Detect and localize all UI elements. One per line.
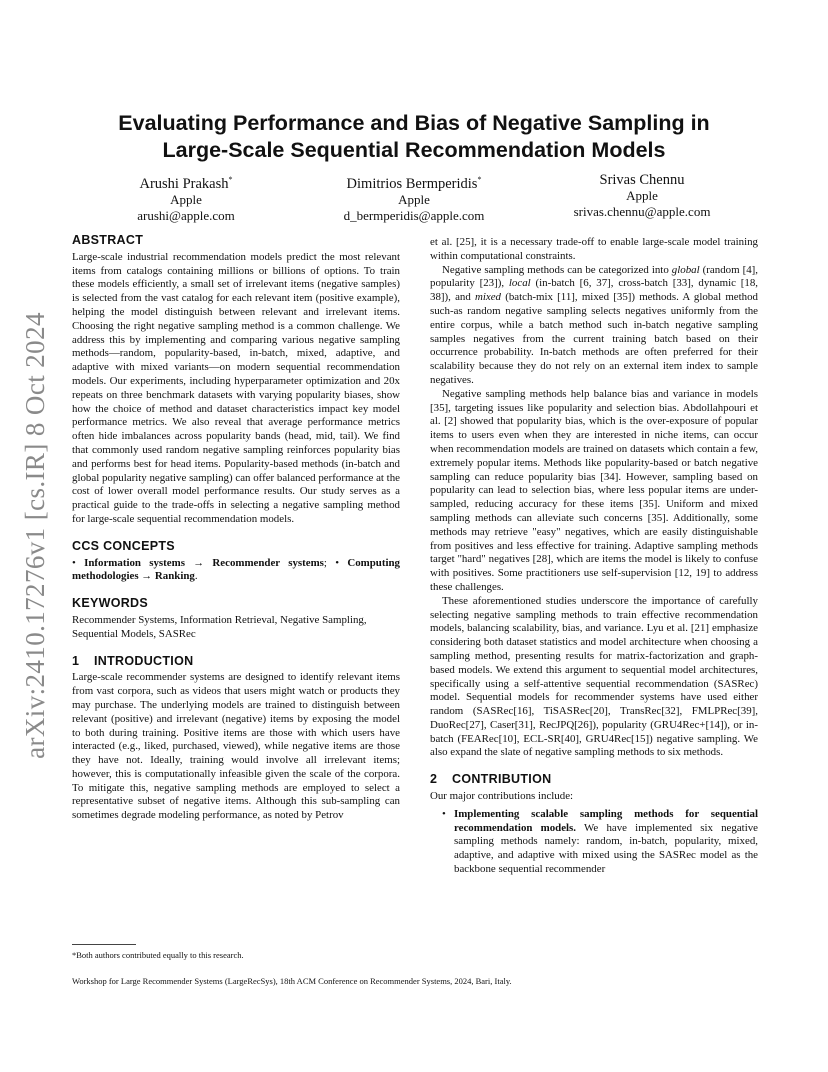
abstract-heading: ABSTRACT <box>72 233 144 247</box>
right-column <box>430 236 758 877</box>
author-name: Arushi Prakash <box>139 175 229 192</box>
author-block <box>72 172 756 224</box>
list-item: • Implementing scalable sampling methods for sequential recommendation models. We have implemented six negative sampling methods namely: random, in-batch, popularity, mixed, adaptive, and adaptive with mixed using the SASRec model as the backbone sequential recommender <box>454 808 758 877</box>
intro-paragraph-1: Large-scale recommender systems are designed to identify relevant items from vast corpora, such as videos that users might watch or products they may purchase. The underlying models are trained to distinguish between relevant (positive) and irrelevant (negative) items by exposing the model to both during training. Positive items are those with which users have interacted (e.g., liked, purchased, viewed), while negative items are those they have not. Ideally, training would involve all irrelevant items; however, this is computationally infeasible given the scale of the corpora. To mitigate this, negative sampling methods are employed to select a representative subset of negative items. Although this sub-sampling can sometimes degrade modeling performance, as noted by Petrov <box>72 671 400 822</box>
ccs-heading: CCS CONCEPTS <box>72 538 175 553</box>
equal-contribution-mark: * <box>228 175 233 184</box>
author-affiliation: Apple <box>398 191 430 207</box>
left-column <box>72 234 400 823</box>
author-email: d_bermperidis@apple.com <box>343 207 485 223</box>
equal-contribution-mark: * <box>477 175 482 184</box>
author-email: arushi@apple.com <box>137 207 235 223</box>
author-affiliation: Apple <box>170 191 202 207</box>
page-footer: Workshop for Large Recommender Systems (LargeRecSys), 18th ACM Conference on Recommender Systems, 2024, Bari, Italy. <box>72 976 512 986</box>
paper-title <box>80 110 748 164</box>
author-name: Srivas Chennu <box>599 172 685 188</box>
author-3 <box>528 172 756 224</box>
footnote-divider <box>72 944 136 945</box>
intro-heading: 1 INTRODUCTION <box>72 653 194 668</box>
intro-paragraph-1-continued: et al. [25], it is a necessary trade-off to enable large-scale model training within computational constraints. <box>430 236 758 262</box>
title-line-2: Large-Scale Sequential Recommendation Models <box>162 138 666 162</box>
ccs-text: • Information systems → Recommender systems; • Computing methodologies → Ranking. <box>72 556 400 583</box>
author-affiliation: Apple <box>626 188 658 203</box>
author-2 <box>300 172 528 224</box>
arxiv-stamp <box>4 300 66 770</box>
author-name: Dimitrios Bermperidis <box>346 175 478 192</box>
keywords-text: Recommender Systems, Information Retrieval, Negative Sampling, Sequential Models, SASRec <box>72 613 367 640</box>
contribution-heading: 2 CONTRIBUTION <box>430 772 552 787</box>
author-1 <box>72 172 300 224</box>
intro-paragraph-4: These aforementioned studies underscore the importance of carefully selecting negative sampling methods to train effective recommendation models, balancing scalability, bias, and variance. Lyu et al. [21] emphasize considering both dataset statistics and model architecture when choosing a sampling method, presenting results for matrix-factorization and graph-based models. We extend this argument to sequential model architectures, specifically using a self-attentive sequential recommendation (SASRec) model. Sequential models for recommender systems have used either random (SASRec[16], TiSASRec[20], TransRec[32], FMLPRec[39], DuoRec[27], Caser[31], RecJPQ[26]), popularity (GRU4Rec+[14]), or in-batch (FEARec[10], ECL-SR[40], GRU4Rec[15]) negative sampling. We also expand the slate of negative sampling methods to six methods. <box>430 594 758 759</box>
abstract-text: Large-scale industrial recommendation models predict the most relevant items from catalogs containing millions or billions of options. To train these models efficiently, a small set of irrelevant items (negative samples) is selected from the vast catalog for each relevant item (positive example), helping the model distinguish between relevant and irrelevant items. Choosing the right negative sampling method is a common challenge. We address this by implementing and comparing various negative sampling methods—random, popularity-based, in-batch, mixed, adaptive, and adaptive with mixed variants—on modern sequential recommendation models. Our experiments, including hyperparameter optimization and 20x repeats on three benchmark datasets with varying popularity biases, show how the choice of method and dataset characteristics impact key model performance metrics. We also reveal that average performance metrics often hide imbalances across popularity bands (head, mid, tail). We find that commonly used random negative sampling reinforces popularity bias and performs best for head items. Popularity-based methods (in-batch and global popularity negative sampling) can offer balanced performance at the cost of lower overall model performance results. Our study serves as a practical guide to the trade-offs in selecting a negative sampling method for large-scale sequential recommendation models. <box>72 250 400 525</box>
title-line-1: Evaluating Performance and Bias of Negative Sampling in <box>118 111 710 135</box>
contribution-list <box>430 808 758 877</box>
intro-paragraph-2: Negative sampling methods can be categorized into global (random [4], popularity [23]), local (in-batch [6, 37], cross-batch [33], dynamic [18, 38]), and mixed (batch-mix [11], mixed [35]) methods. A global method such-as random negative sampling selects negatives uniformly from the entire corpus, while a batch method such in-batch negative sampling samples negatives from the current training batch based on their occurrence probability. In-batch methods are often preferred for their scalability because they do not rely on an external item index to sample negatives. <box>430 263 758 386</box>
keywords-heading: KEYWORDS <box>72 596 149 611</box>
intro-paragraph-3: Negative sampling methods help balance bias and variance in models [35], targeting issues like popularity and selection bias. Abdollahpouri et al. [2] showed that popularity bias, which is the over-exposure of popular items to users even when they are interested in niche items, can occur when recommendation models are trained on datasets which contain a few, extremely popular items. Methods like popularity-based or batch negative sampling can reduce popularity bias [34]. However, sampling based on popularity can lead to selection bias, where less popular items are under-sampled, reducing accuracy for these items [35]. Uniform and mixed sampling methods can alleviate such concerns [35]. Additionally, some methods may retrieve "easy" negatives, which are easily distinguishable from positives and less effective for training. Adaptive sampling methods target "hard" negatives [28], which are items the model is likely to confuse with positives. Some practitioners use self-supervision [12, 19] to address these challenges. <box>430 387 758 593</box>
footnote: *Both authors contributed equally to this research. <box>72 950 244 960</box>
arxiv-id: arXiv:2410.17276v1 [cs.IR] 8 Oct 2024 <box>19 311 50 759</box>
author-email: srivas.chennu@apple.com <box>573 204 711 219</box>
contribution-intro: Our major contributions include: <box>430 790 574 803</box>
